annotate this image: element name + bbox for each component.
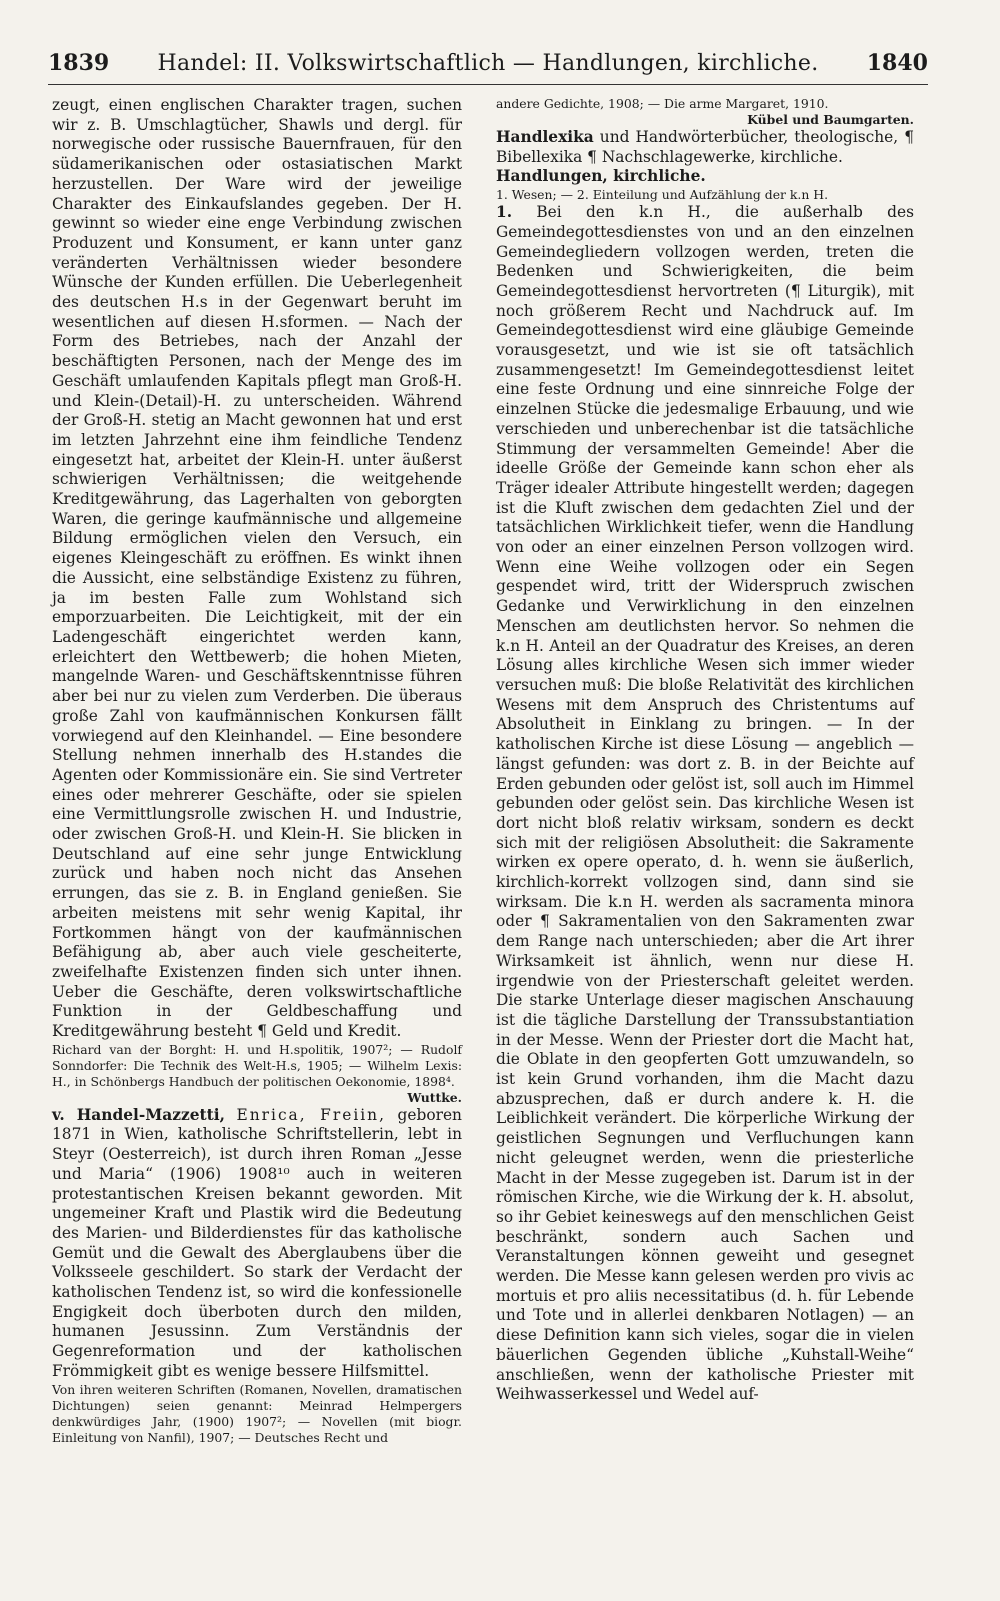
running-title: Handel: II. Volkswirtschaftlich — Handlungen, kirchliche. [157,51,819,76]
section-1 [496,203,914,1405]
left-column-number: 1839 [48,50,110,76]
entry-name: Enrica, Freiin, [236,1105,386,1124]
entry-lemma: v. Handel-Mazzetti, [52,1105,225,1124]
section-text: Bei den k.n H., die außerhalb des Gemeindegottesdienstes von und an den einzelnen Gemeindegliedern vollzogen werden, treten die Bedenken und Schwierigkeiten, die beim Gemeindegottesdienst hervortreten (¶ Liturgik), mit noch größerem Recht und Nachdruck auf. Im Gemeindegottesdienst wird eine gläubige Gemeinde vorausgesetzt, und wie ist sie oft tatsächlich zusammengesetzt! Im Gemeindegottesdienst leitet eine feste Ordnung und eine sinnreiche Folge der einzelnen Stücke die jedesmalige Erbauung, und wie verschieden und unberechenbar ist die tatsächliche Stimmung der versammelten Gemeinde! Aber die ideelle Größe der Gemeinde kann schon eher als Träger idealer Attribute hingestellt werden; dagegen ist die Kluft zwischen dem gedachten Ziel und der tatsächlichen Wirklichkeit tiefer, wenn die Handlung von oder an einer einzelnen Person vollzogen wird. Wenn eine Weihe vollzogen oder ein Segen gespendet wird, tritt der Widerspruch zwischen Gedanke und Verwirklichung in den einzelnen Menschen am deutlichsten hervor. So nehmen die k.n H. Anteil an der Quadratur des Kreises, an deren Lösung alles kirchliche Wesen sich immer wieder versuchen muß: Die bloße Relativität des kirchlichen Wesens mit dem Anspruch des Christentums auf Absolutheit in Einklang zu bringen. — In der katholischen Kirche ist diese Lösung — angeblich — längst gefunden: was dort z. B. in der Beichte auf Erden gebunden oder gelöst ist, soll auch im Himmel gebunden oder gelöst sein. Das kirchliche Wesen ist dort nicht bloß relativ wirksam, sondern es deckt sich mit der religiösen Absolutheit: die Sakramente wirken ex opere operato, d. h. wenn sie äußerlich, kirchlich-korrekt vollzogen sind, dann sind sie wirksam. Die k.n H. werden als sacramenta minora oder ¶ Sakramentalien von den Sakramenten zwar dem Range nach unterschieden; aber die Art ihrer Wirksamkeit ist ähnlich, wenn nur diese H. irgendwie von der Priesterschaft geleitet werden. Die starke Unterlage dieser magischen Anschauung ist die tägliche Darstellung der Transsubstantiation in der Messe. Wenn der Priester dort die Macht hat, die Oblate in den geopferten Gott umzuwandeln, so ist kein Grund vorhanden, ihm die Macht dazu abzusprechen, daß er durch andere k. H. die Leiblichkeit verändert. Die körperliche Wirkung der geistlichen Segnungen und Verfluchungen kann nicht geleugnet werden, wenn die priesterliche Macht in der Messe zugegeben ist. Darum ist in der römischen Kirche, wie die Wirkung der k. H. absolut, so ihr Gebiet keineswegs auf den menschlichen Geist beschränkt, sondern auch Sachen und Veranstaltungen können geweiht und gesegnet werden. Die Messe kann gelesen werden pro vivis ac mortuis et pro aliis necessitatibus (d. h. für Lebende und Tote und in allerlei denkbaren Notlagen) — an diese Definition kann sich vieles, sogar die in vielen bäuerlichen Gegenden übliche „Kuhstall-Weihe“ anschließen, wenn der katholische Priester mit Weihwasserkessel und Wedel auf- [496,203,914,1404]
section-number: 1. [496,203,513,222]
bibliography-handel-mazzetti: Von ihren weiteren Schriften (Romanen, Novellen, dramatischen Dichtungen) seien genannt: Meinrad Helmpergers denkwürdiges Jahr, (1900) 1907²; — Novellen (mit biogr. Einleitung von Nanfil), 1907; — Deutsches Recht und [52,1381,462,1445]
paragraph-handel-continued: zeugt, einen englischen Charakter tragen, suchen wir z. B. Umschlagtücher, Shawls und dergl. für norwegische oder russische Bauernfrauen, für den südamerikanischen oder ostasiatischen Markt herzustellen. Der Ware wird der jeweilige Charakter des Einkaufslandes gegeben. Der H. gewinnt so wieder eine enge Verbindung zwischen Produzent und Konsument, er kann unter ganz veränderten Verhältnissen wieder besondere Wünsche der Kunden erfüllen. Die Ueberlegenheit des deutschen H.s in der Gegenwart beruht im wesentlichen auf diesen H.sformen. — Nach der Form des Betriebes, nach der Anzahl der beschäftigten Personen, nach der Menge des im Geschäft umlaufenden Kapitals pflegt man Groß-H. und Klein-(Detail)-H. zu unterscheiden. Während der Groß-H. stetig an Macht gewonnen hat und erst im letzten Jahrzehnt eine ihm feindliche Tendenz eingesetzt hat, arbeitet der Klein-H. unter äußerst schwierigen Verhältnissen; die weitgehende Kreditgewährung, das Lagerhalten von geborgten Waren, die geringe kaufmännische und allgemeine Bildung ermöglichen vielen den Versuch, ein eigenes Kleingeschäft zu eröffnen. Es winkt ihnen die Aussicht, eine selbständige Existenz zu führen, ja im besten Falle zum Wohlstand sich emporzuarbeiten. Die Leichtigkeit, mit der ein Ladengeschäft eingerichtet werden kann, erleichtert den Wettbewerb; die hohen Mieten, mangelnde Waren- und Geschäftskenntnisse führen aber bei nur zu vielen zum Verderben. Die überaus große Zahl von kaufmännischen Konkursen fällt vorwiegend auf den Kleinhandel. — Eine besondere Stellung nehmen innerhalb des H.standes die Agenten oder Kommissionäre ein. Sie sind Vertreter eines oder mehrerer Geschäfte, oder sie spielen eine Vermittlungsrolle zwischen H. und Industrie, oder zwischen Groß-H. und Klein-H. Sie blicken in Deutschland auf eine sehr junge Entwicklung zurück und haben noch nicht das Ansehen errungen, das sie z. B. in England genießen. Sie arbeiten meistens mit sehr wenig Kapital, ihr Fortkommen hängt von der kaufmännischen Befähigung ab, aber auch viele gescheiterte, zweifelhafte Existenzen finden sich unter ihnen. Ueber die Geschäfte, deren volkswirtschaftliche Funktion in der Geldbeschaffung und Kreditgewährung besteht ¶ Geld und Kredit. [52,96,462,1041]
entry-lemma: Handlexika [496,128,594,146]
right-column-number: 1840 [866,50,928,76]
left-column [52,96,462,1446]
page-header [48,50,928,82]
author-signature: Wuttke. [407,1089,462,1105]
bibliography-handel: Richard van der Borght: H. und H.spolitik, 1907²; — Rudolf Sonndorfer: Die Technik des Welt-H.s, 1905; — Wilhelm Lexis: H., in Schönbergs Handbuch der politischen Oekonomie, 1898⁴. [52,1041,462,1089]
entry-text: geboren 1871 in Wien, katholische Schriftstellerin, lebt in Steyr (Oesterreich), ist durch ihren Roman „Jesse und Maria“ (1906) 1908¹⁰ auch in weiteren protestantischen Kreisen bekannt geworden. Mit ungemeiner Kraft und Plastik wird die Bedeutung des Marien- und Bilderdienstes für das katholische Gemüt und die Gewalt des Aberglaubens über die Volksseele geschildert. So stark der Verdacht der katholischen Tendenz ist, so wird die konfessionelle Engigkeit doch überboten durch den milden, humanen Jesussinn. Zum Verständnis der Gegenreformation und der katholischen Frömmigkeit gibt es wenige bessere Hilfsmittel. [52,1105,462,1380]
entry-handel-mazzetti [52,1106,462,1382]
bibliography-continued: andere Gedichte, 1908; — Die arme Margaret, 1910. [496,96,829,111]
table-of-contents: 1. Wesen; — 2. Einteilung und Aufzählung der k.n H. [496,187,829,203]
right-column [496,96,914,1405]
entry-handlexika [496,128,914,167]
header-rule [48,84,928,85]
entry-text: und Handwörterbücher, theologische, ¶ Bibellexika ¶ Nachschlagewerke, kirchliche. [496,128,914,166]
entry-lemma-handlungen: Handlungen, kirchliche. [496,167,706,186]
author-signature: Kübel und Baumgarten. [747,112,914,127]
